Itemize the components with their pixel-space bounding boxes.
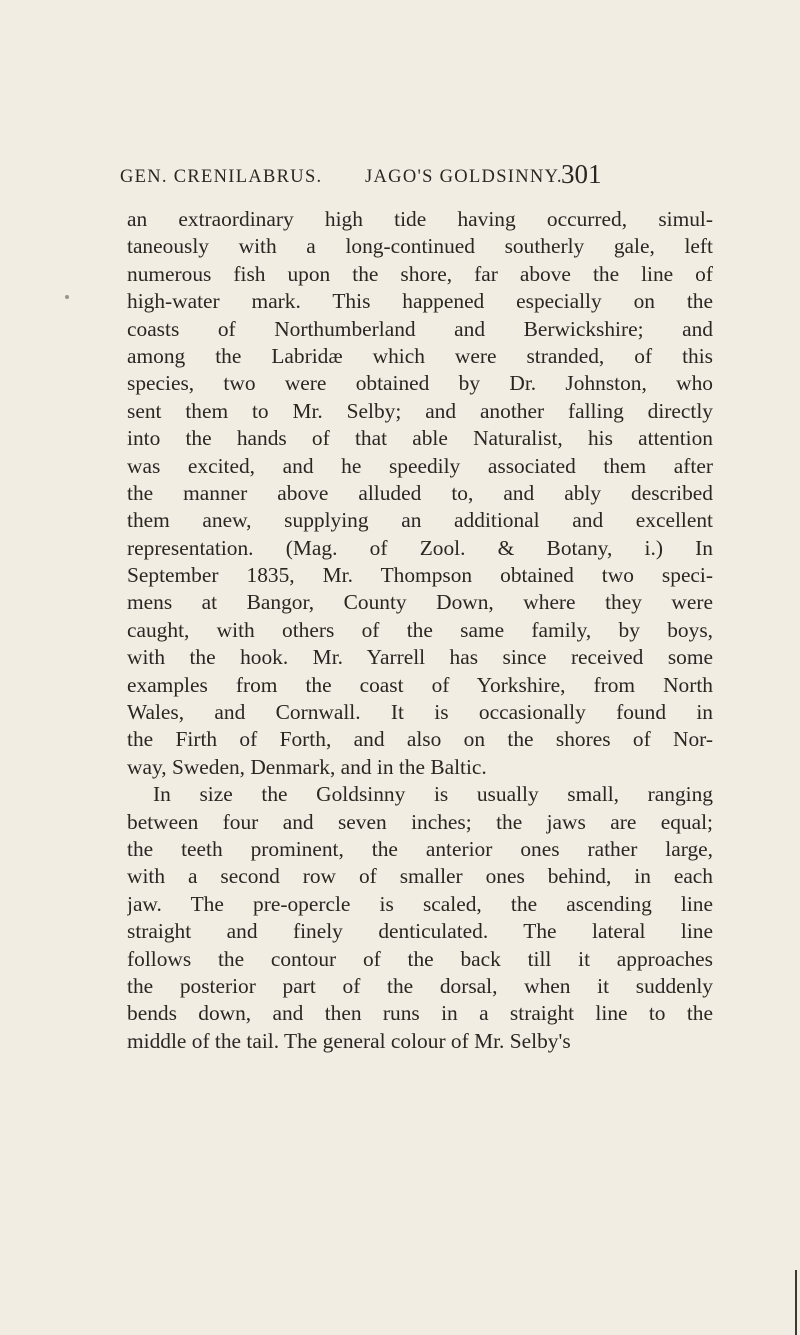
running-head-species: JAGO'S GOLDSINNY. bbox=[365, 167, 563, 187]
text-line: follows the contour of the back till it approaches bbox=[127, 946, 713, 971]
text-line: among the Labridæ which were stranded, of this bbox=[127, 343, 713, 368]
text-line: In size the Goldsinny is usually small, ranging bbox=[153, 782, 713, 807]
text-line: with the hook. Mr. Yarrell has since received some bbox=[127, 645, 713, 670]
text-line: the Firth of Forth, and also on the shores of Nor- bbox=[127, 727, 713, 752]
text-line: species, two were obtained by Dr. Johnston, who bbox=[127, 371, 713, 396]
text-line: jaw. The pre-opercle is scaled, the ascending line bbox=[127, 891, 713, 916]
text-line: the teeth prominent, the anterior ones rather large, bbox=[127, 836, 713, 861]
text-line: the posterior part of the dorsal, when it suddenly bbox=[127, 973, 713, 998]
text-line: high-water mark. This happened especially on the bbox=[127, 289, 713, 314]
text-line: numerous fish upon the shore, far above the line of bbox=[127, 261, 713, 286]
text-line: middle of the tail. The general colour of Mr. Selby's bbox=[127, 1028, 571, 1053]
text-line: between four and seven inches; the jaws are equal; bbox=[127, 809, 713, 834]
page-number: 301 bbox=[561, 159, 602, 189]
text-line: into the hands of that able Naturalist, his attention bbox=[127, 426, 713, 451]
text-line: representation. (Mag. of Zool. & Botany, i.) In bbox=[127, 535, 713, 560]
text-line: them anew, supplying an additional and excellent bbox=[127, 508, 713, 533]
text-line: sent them to Mr. Selby; and another falling directly bbox=[127, 398, 713, 423]
text-line: Wales, and Cornwall. It is occasionally found in bbox=[127, 700, 713, 725]
running-head-genus: GEN. CRENILABRUS. bbox=[120, 167, 323, 187]
text-line: with a second row of smaller ones behind, in each bbox=[127, 864, 713, 889]
text-line: was excited, and he speedily associated them after bbox=[127, 453, 713, 478]
text-line: September 1835, Mr. Thompson obtained two speci- bbox=[127, 563, 713, 588]
text-line: an extraordinary high tide having occurred, simul- bbox=[127, 207, 713, 231]
text-line: the manner above alluded to, and ably described bbox=[127, 480, 713, 505]
text-line: examples from the coast of Yorkshire, from North bbox=[127, 672, 713, 697]
text-line: way, Sweden, Denmark, and in the Baltic. bbox=[127, 754, 487, 779]
text-line: mens at Bangor, County Down, where they were bbox=[127, 590, 713, 615]
body-text bbox=[127, 206, 713, 1055]
text-line: bends down, and then runs in a straight line to the bbox=[127, 1001, 713, 1026]
text-line: caught, with others of the same family, by boys, bbox=[127, 617, 713, 642]
running-head bbox=[120, 157, 720, 197]
margin-speck bbox=[65, 295, 69, 299]
text-line: straight and finely denticulated. The lateral line bbox=[127, 919, 713, 944]
text-line: taneously with a long-continued southerly gale, left bbox=[127, 234, 713, 259]
page-edge-mark bbox=[795, 1270, 797, 1335]
text-line: coasts of Northumberland and Berwickshire; and bbox=[127, 316, 713, 341]
